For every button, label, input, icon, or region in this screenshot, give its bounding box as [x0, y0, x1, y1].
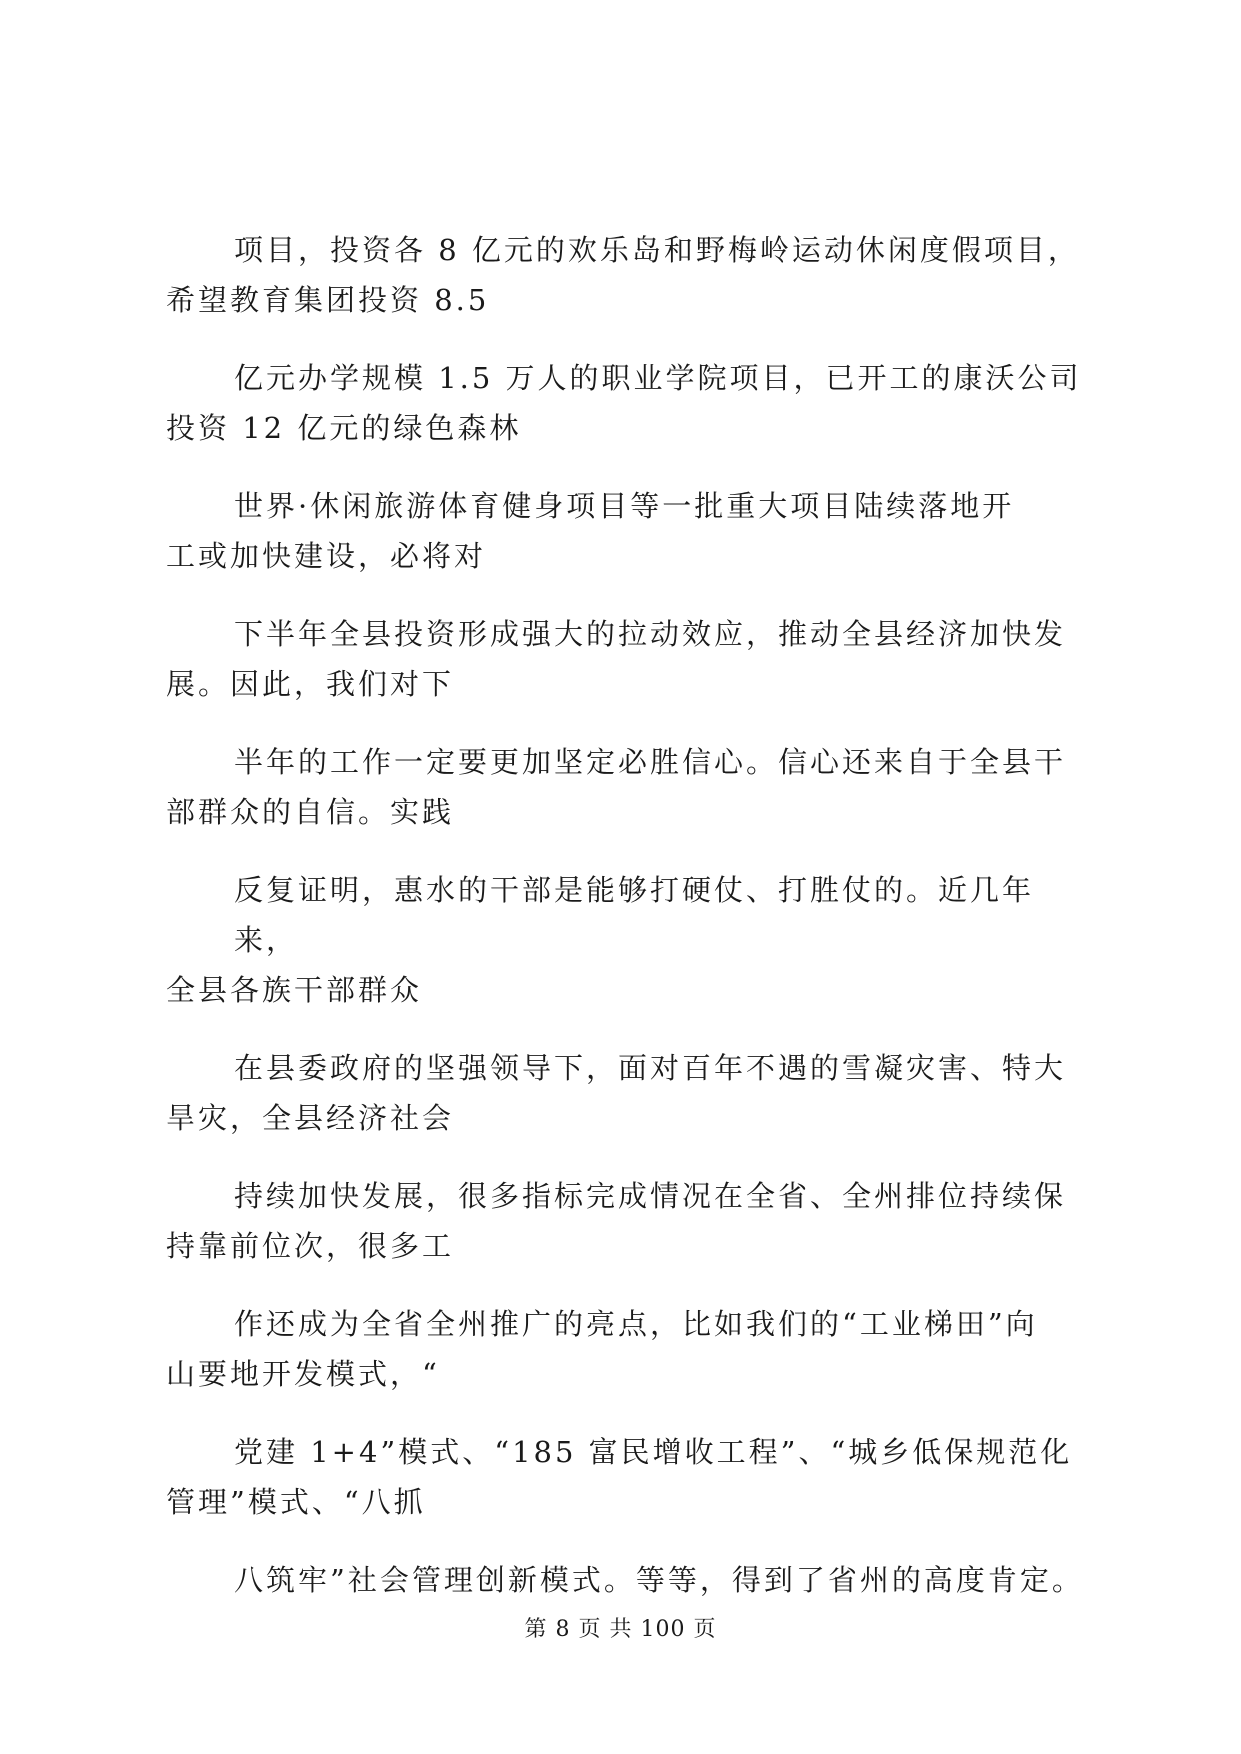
paragraph-line: 党建 1+4”模式、“185 富民增收工程”、“城乡低保规范化	[234, 1435, 1073, 1469]
paragraph-line: 项目，投资各 8 亿元的欢乐岛和野梅岭运动休闲度假项目，	[234, 233, 1080, 267]
paragraph-line: 全县各族干部群众	[166, 973, 423, 1007]
paragraph-line: 八筑牢”社会管理创新模式。等等，得到了省州的高度肯定。	[234, 1563, 1084, 1597]
paragraph-line: 持靠前位次，很多工	[166, 1229, 455, 1263]
paragraph-5	[166, 737, 1088, 837]
paragraph-8	[166, 1171, 1088, 1271]
paragraph-line: 部群众的自信。实践	[166, 795, 455, 829]
paragraph-line: 山要地开发模式，“	[166, 1357, 440, 1391]
page-number-footer: 第 8 页 共 100 页	[524, 1617, 717, 1642]
paragraph-line: 作还成为全省全州推广的亮点，比如我们的“工业梯田”向	[234, 1307, 1038, 1341]
document-body	[166, 225, 1088, 1633]
paragraph-line: 反复证明，惠水的干部是能够打硬仗、打胜仗的。近几年来，	[234, 873, 1035, 957]
paragraph-line: 半年的工作一定要更加坚定必胜信心。信心还来自于全县干	[234, 745, 1067, 779]
paragraph-line: 旱灾，全县经济社会	[166, 1101, 455, 1135]
paragraph-line: 展。因此，我们对下	[166, 667, 455, 701]
paragraph-line: 在县委政府的坚强领导下，面对百年不遇的雪凝灾害、特大	[234, 1051, 1067, 1085]
paragraph-2	[166, 353, 1088, 453]
paragraph-line: 投资 12 亿元的绿色森林	[166, 411, 522, 445]
paragraph-line: 工或加快建设，必将对	[166, 539, 487, 573]
paragraph-1	[166, 225, 1088, 325]
paragraph-3	[166, 481, 1088, 581]
paragraph-line: 亿元办学规模 1.5 万人的职业学院项目，已开工的康沃公司	[234, 361, 1082, 395]
paragraph-7	[166, 1043, 1088, 1143]
paragraph-10	[166, 1427, 1088, 1527]
paragraph-9	[166, 1299, 1088, 1399]
paragraph-line: 持续加快发展，很多指标完成情况在全省、全州排位持续保	[234, 1179, 1067, 1213]
paragraph-4	[166, 609, 1088, 709]
paragraph-line: 希望教育集团投资 8.5	[166, 283, 490, 317]
paragraph-line: 世界·休闲旅游体育健身项目等一批重大项目陆续落地开	[234, 489, 1015, 523]
paragraph-6	[166, 865, 1088, 1015]
paragraph-11	[166, 1555, 1088, 1605]
paragraph-line: 下半年全县投资形成强大的拉动效应，推动全县经济加快发	[234, 617, 1067, 651]
paragraph-line: 管理”模式、“八抓	[166, 1485, 426, 1519]
